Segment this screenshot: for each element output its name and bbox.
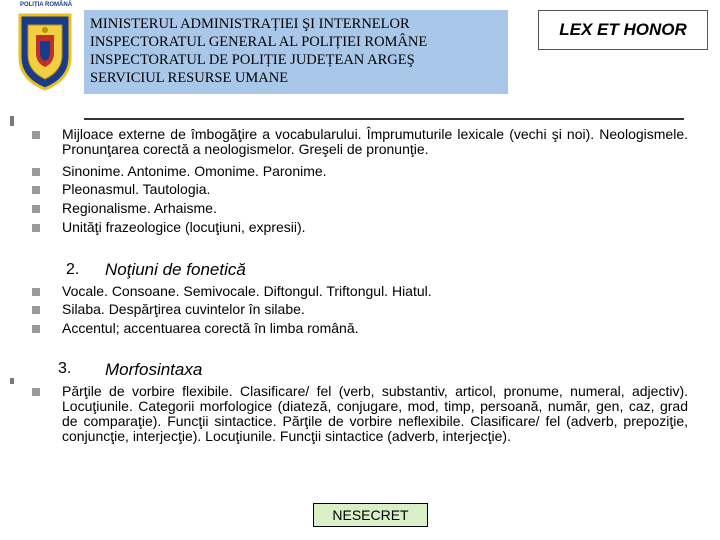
police-logo: [8, 2, 84, 94]
square-bullet-icon: [32, 288, 40, 296]
header-divider: [84, 118, 684, 120]
square-bullet-icon: [32, 168, 40, 176]
section-number: 3.: [58, 360, 72, 377]
header-line-ministry: MINISTERUL ADMINISTRAȚIEI ŞI INTERNELOR: [90, 16, 410, 32]
list-item: Accentul; accentuarea corectă în limba română.: [62, 320, 359, 336]
section-heading: Morfosintaxa: [105, 360, 203, 379]
section-number: 2.: [66, 261, 80, 278]
classification-label: NESECRET: [313, 503, 428, 527]
logo-caption: POLIȚIA ROMÂNĂ: [19, 2, 73, 8]
left-accent-bar: [10, 378, 14, 384]
list-item: Regionalisme. Arhaisme.: [62, 200, 217, 216]
square-bullet-icon: [32, 224, 40, 232]
list-item: Mijloace externe de îmbogăţire a vocabularului. Împrumuturile lexicale (vechi şi noi). Neologismele. Pronunţarea corectă a neologismelor. Greşeli de pronunţie.: [62, 126, 688, 157]
list-item: Vocale. Consoane. Semivocale. Diftongul. Triftongul. Hiatul.: [62, 283, 432, 299]
list-item: Unităţi frazeologice (locuţiuni, expresii).: [62, 219, 306, 235]
list-item: Sinonime. Antonime. Omonime. Paronime.: [62, 163, 327, 179]
square-bullet-icon: [32, 205, 40, 213]
header-line-general-inspectorate: INSPECTORATUL GENERAL AL POLIȚIEI ROMÂNE: [90, 34, 428, 50]
square-bullet-icon: [32, 306, 40, 314]
square-bullet-icon: [32, 388, 40, 396]
header-line-service: SERVICIUL RESURSE UMANE: [90, 70, 289, 86]
header-institution-block: [84, 10, 508, 94]
square-bullet-icon: [32, 325, 40, 333]
list-item: Silaba. Despărţirea cuvintelor în silabe.: [62, 301, 305, 317]
list-item: Părţile de vorbire flexibile. Clasificare/ fel (verb, substantiv, articol, pronume, numeral, adjectiv). Locuţiunile. Categorii morfologice (diateză, conjugare, mod, timp, persoană, număr, gen, caz, grad de comparaţie). Funcţii sintactice. Părţile de vorbire neflexibile. Clasificare/ fel (adverb, prepoziţie, conjuncţie, interjecţie). Locuţiunile. Funcţii sintactice (adverb, interjecţie).: [62, 383, 688, 444]
section-heading: Noţiuni de fonetică: [105, 260, 246, 279]
motto-box: LEX ET HONOR: [538, 10, 708, 50]
left-accent-bar: [10, 116, 14, 126]
square-bullet-icon: [32, 186, 40, 194]
list-item: Pleonasmul. Tautologia.: [62, 181, 211, 197]
police-crest-icon: [16, 11, 74, 91]
header-line-county-inspectorate: INSPECTORATUL DE POLIȚIE JUDEȚEAN ARGEŞ: [90, 52, 415, 68]
square-bullet-icon: [32, 131, 40, 139]
